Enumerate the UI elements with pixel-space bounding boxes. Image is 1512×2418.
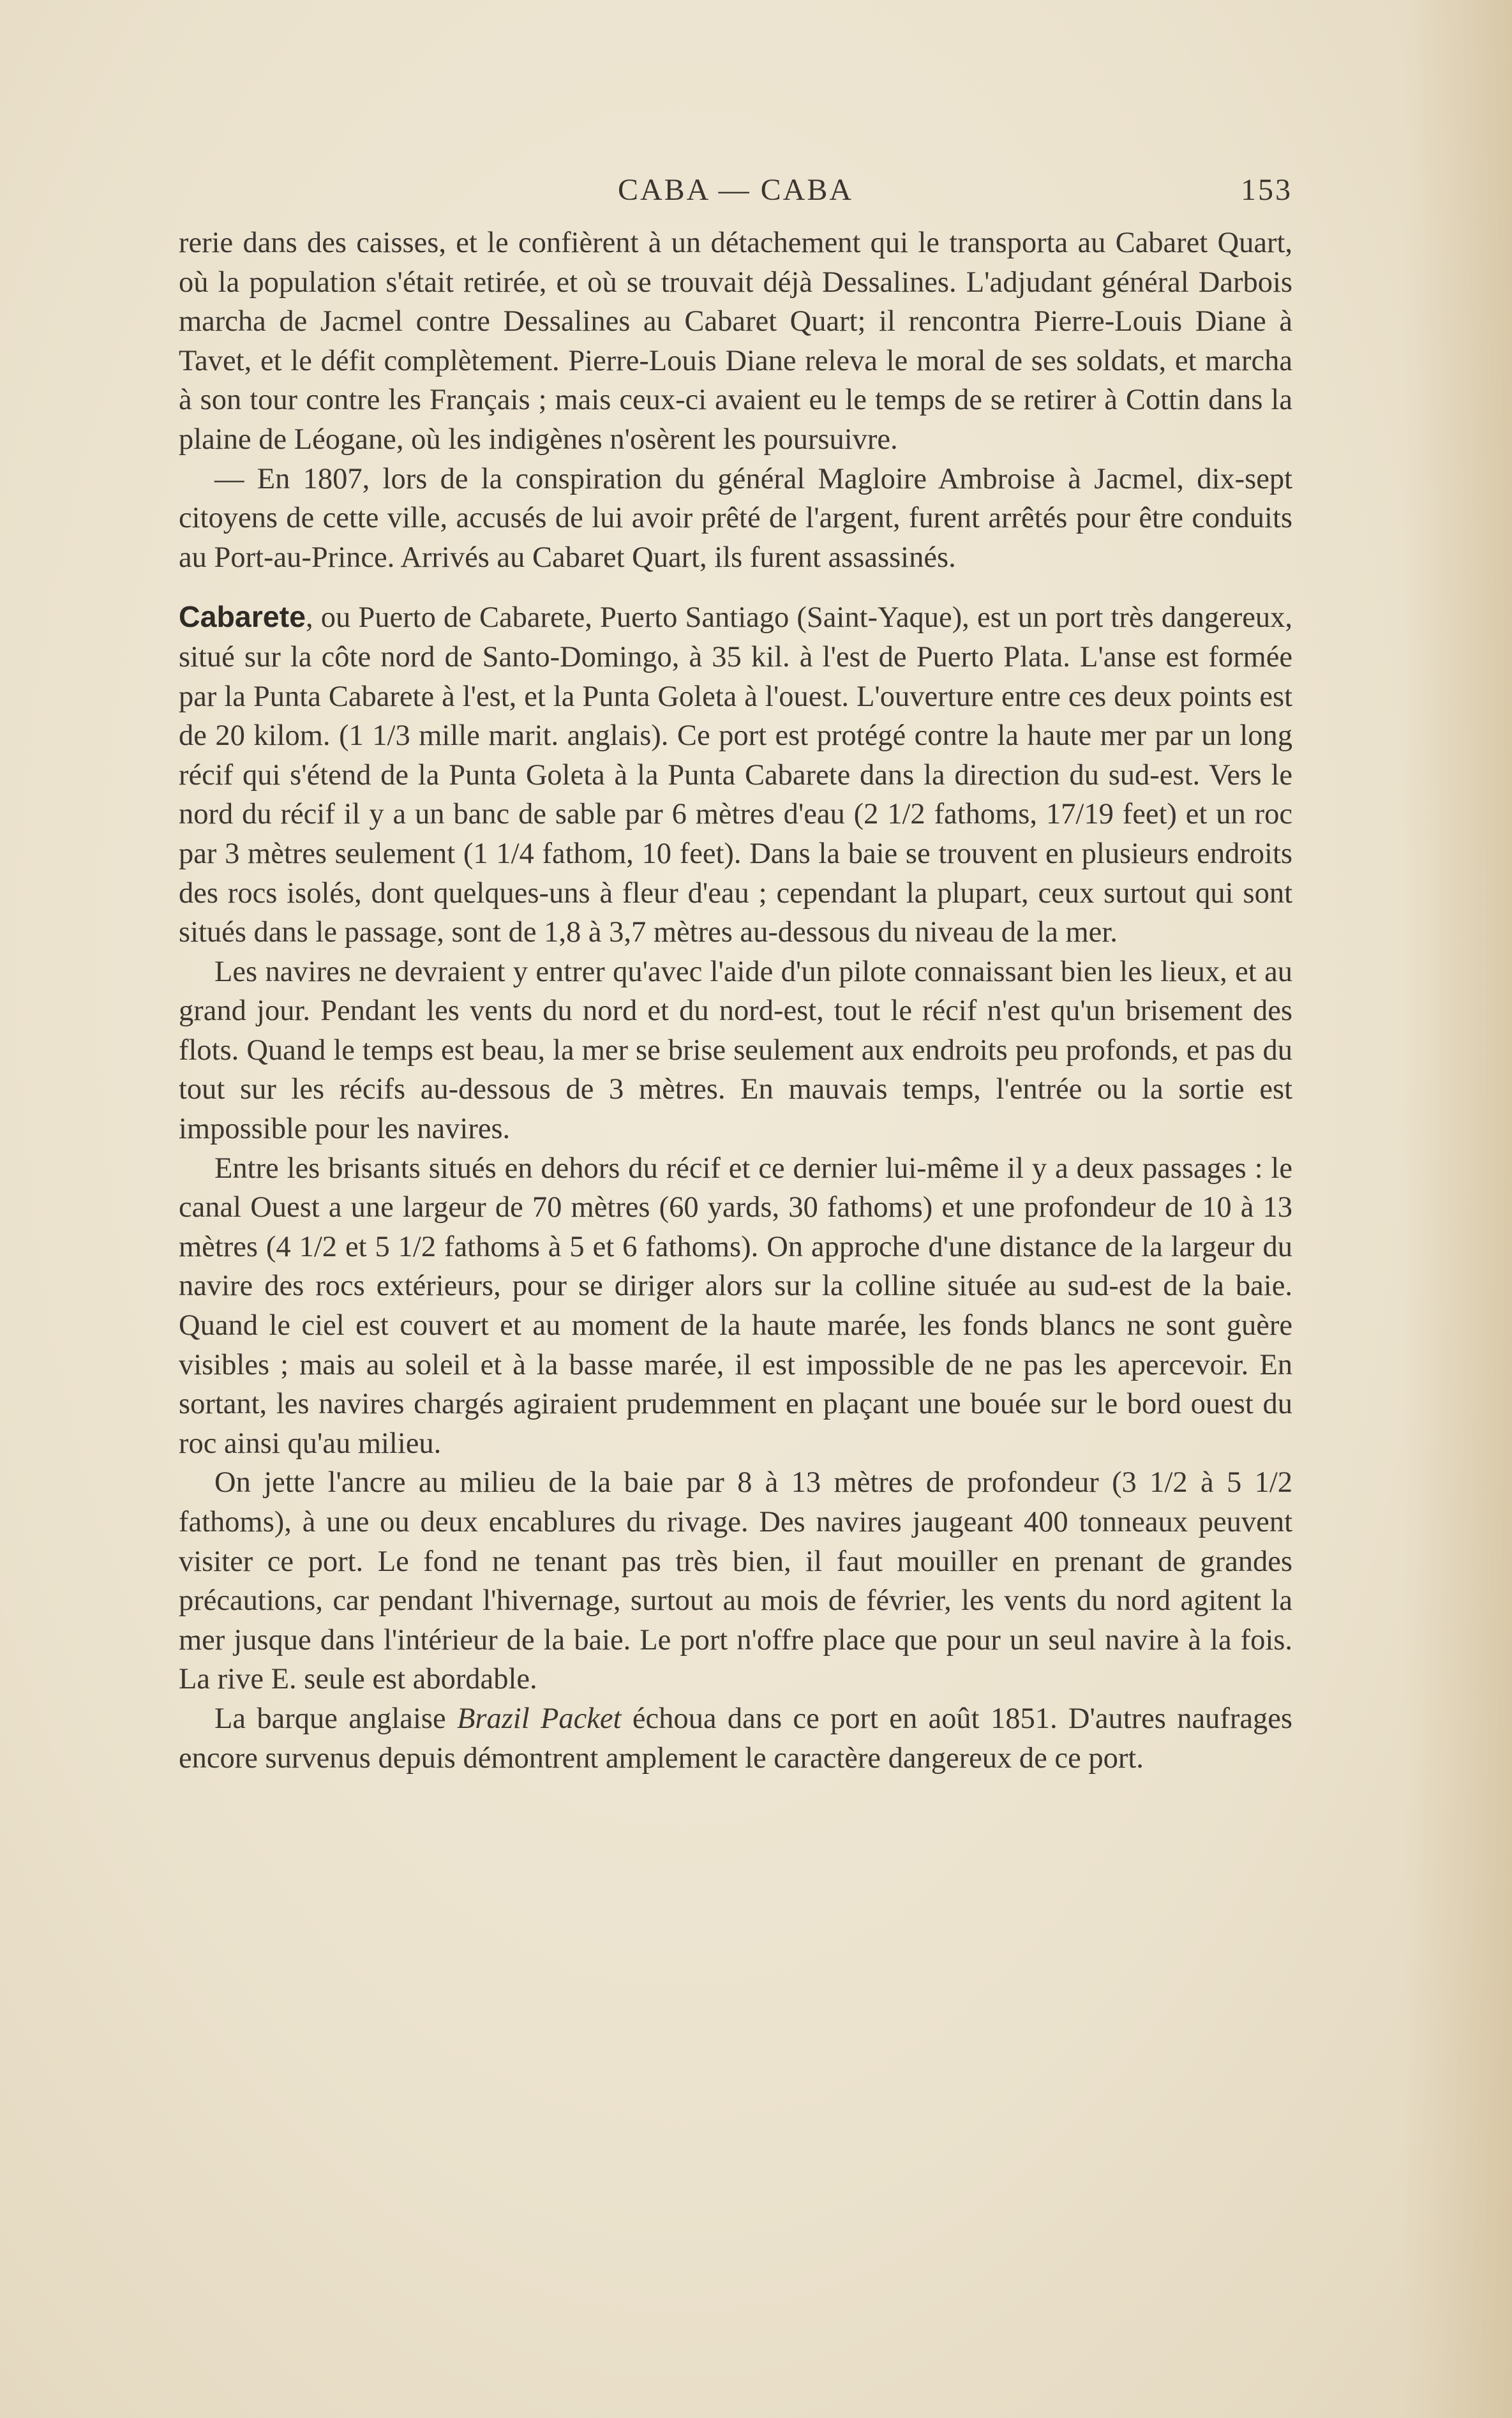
paragraph-navires: Les navires ne devraient y entrer qu'avec l'aide d'un pilote connaissant bien les lieux, et au grand jour. Pendant les vents du nord et du nord-est, tout le récif n'est qu'un brisement des flots. Quand le temps est beau, la mer se brise seulement aux endroits peu profonds, et pas du tout sur les récifs au-dessous de 3 mètres. En mauvais temps, l'entrée ou la sortie est impossible pour les navires.: [179, 955, 1292, 1146]
naufrages-text-end: échoua dans ce port en août 1851. D'autres naufrages encore survenus depuis démontrent amplement le caractère dangereux de ce port.: [179, 1702, 1292, 1775]
paragraph-passages: Entre les brisants situés en dehors du récif et ce dernier lui-même il y a deux passages : le canal Ouest a une largeur de 70 mètres (60 yards, 30 fathoms) et une profondeur de 10 à 13 mètres (4 1/2 et 5 1/2 fathoms à 5 et 6 fathoms). On approche d'une distance de la largeur du navire des rocs extérieurs, pour se diriger alors sur la colline située au sud-est de la baie. Quand le ciel est couvert et au moment de la haute marée, les fonds blancs ne sont guère visibles ; mais au soleil et à la basse marée, il est impossible de ne pas les apercevoir. En sortant, les navires chargés agiraient prudemment en plaçant une bouée sur le bord ouest du roc ainsi qu'au milieu.: [179, 1152, 1292, 1460]
entry-cabarete-text: , ou Puerto de Cabarete, Puerto Santiago (Saint-Yaque), est un port très dangereux, situé sur la côte nord de Santo-Domingo, à 35 kil. à l'est de Puerto Plata. L'anse est formée par la Punta Cabarete à l'est, et la Punta Goleta à l'ouest. L'ouverture entre ces deux points est de 20 kilom. (1 1/3 mille marit. anglais). Ce port est protégé contre la haute mer par un long récif qui s'étend de la Punta Goleta à la Punta Cabarete dans la direction du sud-est. Vers le nord du récif il y a un banc de sable par 6 mètres d'eau (2 1/2 fathoms, 17/19 feet) et un roc par 3 mètres seulement (1 1/4 fathom, 10 feet). Dans la baie se trouvent en plusieurs endroits des rocs isolés, dont quelques-uns à fleur d'eau ; cependant la plupart, ceux surtout qui sont situés dans le passage, sont de 1,8 à 3,7 mètres au-dessous du niveau de la mer.: [179, 601, 1292, 949]
page-number: 153: [1241, 173, 1292, 207]
paragraph-ancre: On jette l'ancre au milieu de la baie par 8 à 13 mètres de profondeur (3 1/2 à 5 1/2 fathoms), à une ou deux encablures du rivage. Des navires jaugeant 400 tonneaux peuvent visiter ce port. Le fond ne tenant pas très bien, il faut mouiller en prenant de grandes précautions, car pendant l'hivernage, surtout au mois de février, les vents du nord agitent la mer jusque dans l'intérieur de la baie. Le port n'offre place que pour un seul navire à la fois. La rive E. seule est abordable.: [179, 1466, 1292, 1696]
entry-cabarete: [179, 597, 1292, 952]
entry-headword: Cabarete: [179, 600, 306, 634]
ship-name: Brazil Packet: [456, 1702, 622, 1735]
paragraph-continuation: rerie dans des caisses, et le confièrent à un détachement qui le transporta au Cabaret Quart, où la population s'était retirée, et où se trouvait déjà Dessalines. L'adjudant général Darbois marcha de Jacmel contre Dessalines au Cabaret Quart; il rencontra Pierre-Louis Diane à Tavet, et le défit complètement. Pierre-Louis Diane releva le moral de ses soldats, et marcha à son tour contre les Français ; mais ceux-ci avaient eu le temps de se retirer à Cottin dans la plaine de Léogane, où les indigènes n'osèrent les poursuivre.: [179, 227, 1292, 456]
text-column: [179, 172, 1292, 1778]
page-edge-shadow: [1403, 0, 1512, 2418]
paragraph-naufrages: [179, 1699, 1292, 1778]
running-head-title: CABA — CABA: [617, 173, 854, 207]
paragraph-1807: — En 1807, lors de la conspiration du général Magloire Ambroise à Jacmel, dix-sept citoyens de cette ville, accusés de lui avoir prêté de l'argent, furent arrêtés pour être conduits au Port-au-Prince. Arrivés au Cabaret Quart, ils furent assassinés.: [179, 462, 1292, 574]
running-head: [179, 172, 1292, 223]
naufrages-text-start: La barque anglaise: [214, 1702, 457, 1735]
body-text: [179, 223, 1292, 1778]
